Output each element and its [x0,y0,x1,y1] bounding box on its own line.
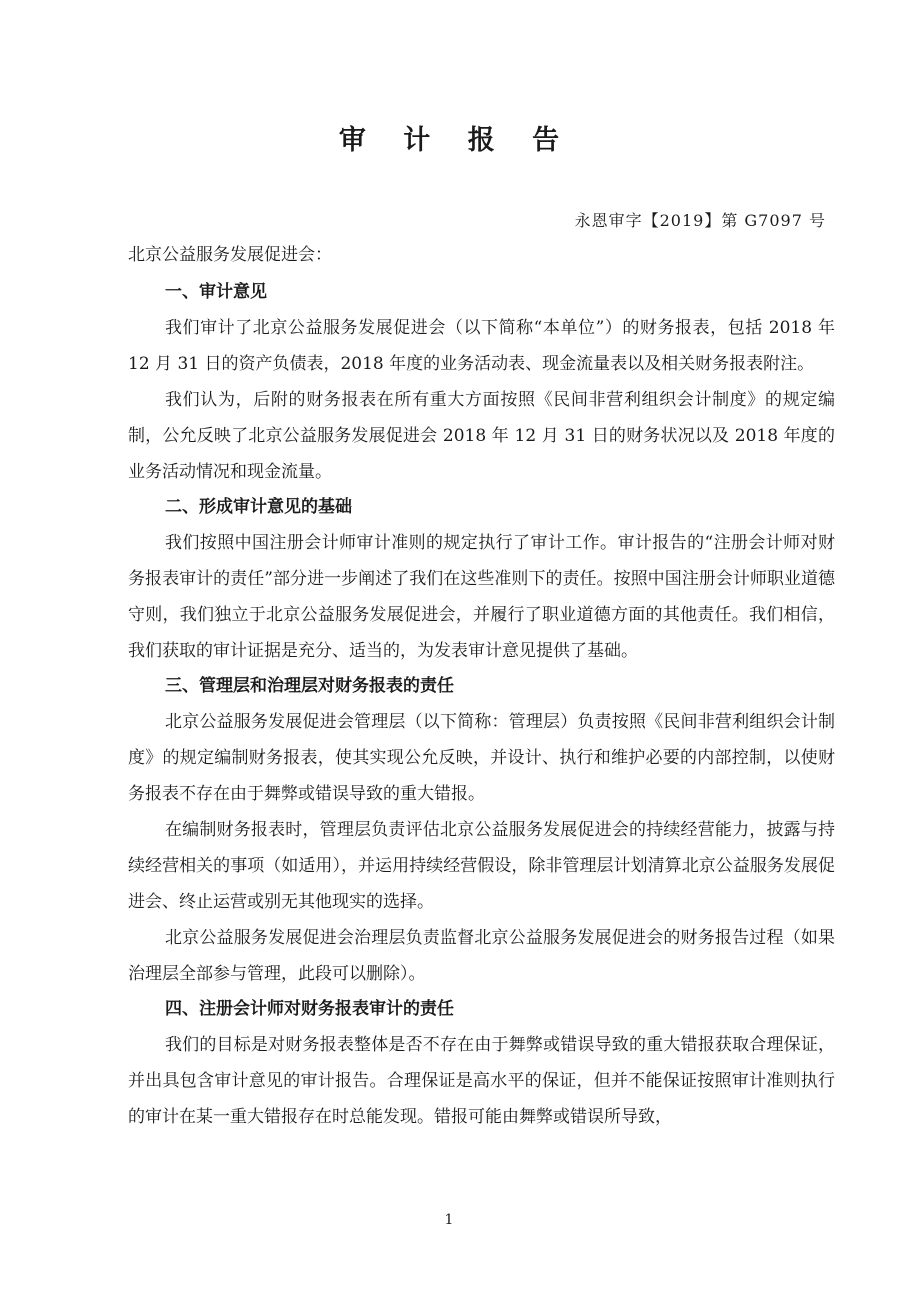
section-heading-basis: 二、形成审计意见的基础 [165,497,352,517]
paragraph: 北京公益服务发展促进会管理层（以下简称：管理层）负责按照《民间非营利组织会计制度》的规定编制财务报表，使其实现公允反映，并设计、执行和维护必要的内部控制，以使财务报表不存在由于舞弊或错误导致的重大错报。 [128,712,835,804]
paragraph: 我们审计了北京公益服务发展促进会（以下简称“本单位”）的财务报表，包括 2018 年 12 月 31 日的资产负债表，2018 年度的业务活动表、现金流量表以及相关财务报表附注。 [128,318,835,374]
page-number: 1 [444,1212,454,1228]
addressee: 北京公益服务发展促进会： [128,245,332,265]
paragraph: 我们的目标是对财务报表整体是否不存在由于舞弊或错误导致的重大错报获取合理保证，并出具包含审计意见的审计报告。合理保证是高水平的保证，但并不能保证按照审计准则执行的审计在某一重大错报存在时总能发现。错报可能由舞弊或错误所导致， [128,1035,835,1127]
paragraph: 我们认为，后附的财务报表在所有重大方面按照《民间非营利组织会计制度》的规定编制，公允反映了北京公益服务发展促进会 2018 年 12 月 31 日的财务状况以及 2018 年度的业务活动情况和现金流量。 [128,390,835,482]
section-heading-management-responsibility: 三、管理层和治理层对财务报表的责任 [165,676,454,696]
report-body [128,275,835,1135]
paragraph: 我们按照中国注册会计师审计准则的规定执行了审计工作。审计报告的“注册会计师对财务报表审计的责任”部分进一步阐述了我们在这些准则下的责任。按照中国注册会计师职业道德守则，我们独立于北京公益服务发展促进会，并履行了职业道德方面的其他责任。我们相信，我们获取的审计证据是充分、适当的，为发表审计意见提供了基础。 [128,533,835,661]
document-number: 永恩审字【2019】第 G7097 号 [574,211,826,230]
paragraph: 在编制财务报表时，管理层负责评估北京公益服务发展促进会的持续经营能力，披露与持续经营相关的事项（如适用），并运用持续经营假设，除非管理层计划清算北京公益服务发展促进会、终止运营或别无其他现实的选择。 [128,820,835,912]
paragraph: 北京公益服务发展促进会治理层负责监督北京公益服务发展促进会的财务报告过程（如果治理层全部参与管理，此段可以删除）。 [128,928,835,984]
section-heading-opinion: 一、审计意见 [165,282,267,302]
report-title: 审 计 报 告 [338,125,574,156]
section-heading-auditor-responsibility: 四、注册会计师对财务报表审计的责任 [165,999,454,1019]
